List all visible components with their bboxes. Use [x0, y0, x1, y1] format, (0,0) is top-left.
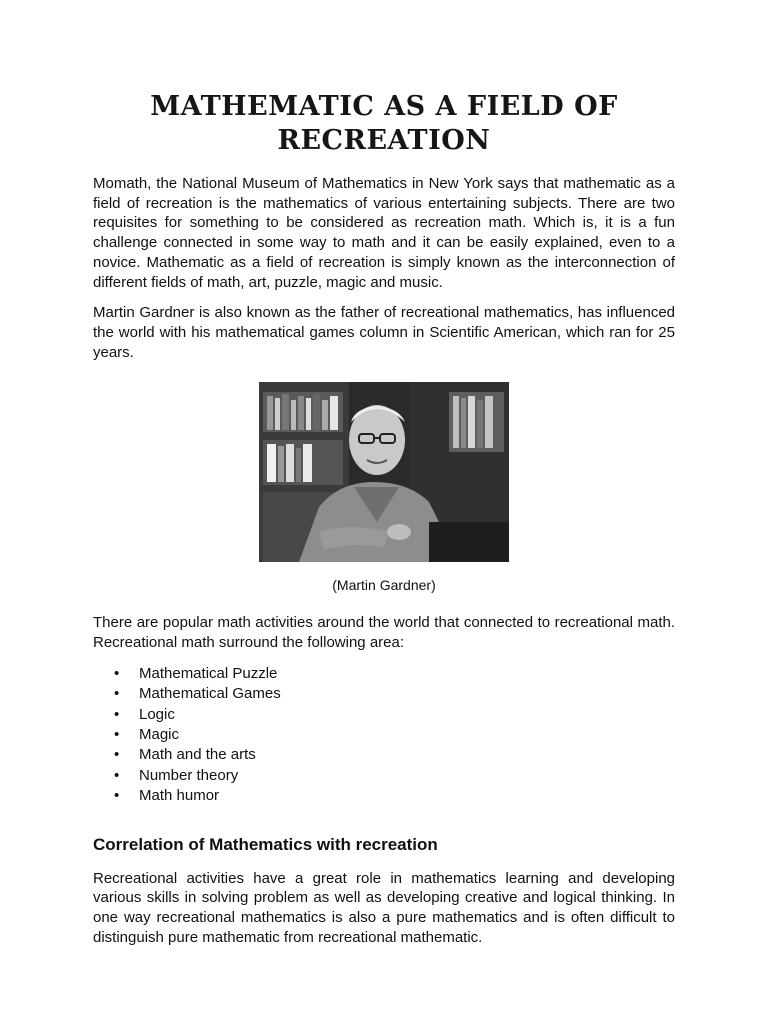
bullet-icon: •	[114, 766, 120, 784]
list-item-label: Magic	[139, 725, 180, 743]
page-title: MATHEMATIC AS A FIELD OF RECREATION	[150, 91, 618, 156]
list-item-label: Mathematical Games	[139, 685, 281, 703]
paragraph-correlation: Recreational activities have a great role in mathematics learning and developing various skills in solving problem as well as developing creative and logical thinking. In one way recreational mathematics is also a pure mathematics and is often difficult to distinguish pure mathematic from recreational mathematic.	[93, 869, 675, 946]
section-heading: Correlation of Mathematics with recreation	[93, 834, 438, 854]
list-item	[93, 705, 675, 725]
figure	[93, 382, 675, 567]
list-item	[93, 725, 675, 745]
bullet-icon: •	[114, 664, 120, 682]
portrait-photo-icon	[259, 382, 509, 562]
list-item-label: Number theory	[139, 766, 239, 784]
figure-caption: (Martin Gardner)	[332, 577, 436, 594]
bullet-icon: •	[114, 725, 120, 743]
list-item	[93, 745, 675, 765]
bullet-icon: •	[114, 705, 120, 723]
list-item	[93, 766, 675, 786]
paragraph-gardner: Martin Gardner is also known as the father of recreational mathematics, has influenced the world with his mathematical games column in Scientific American, which ran for 25 years.	[93, 304, 675, 361]
bullet-icon: •	[114, 746, 120, 764]
list-item	[93, 684, 675, 704]
list-item-label: Mathematical Puzzle	[139, 664, 278, 682]
paragraph-momath: Momath, the National Museum of Mathematics in New York says that mathematic as a field of recreation is the mathematics of various entertaining subjects. There are two requisites for something to be considered as recreation math. Which is, it is a fun challenge connected in some way to math and it can be easily explained, even to a novice. Mathematic as a field of recreation is simply known as the interconnection of different fields of math, art, puzzle, magic and music.	[93, 175, 675, 291]
paragraph-list-intro: There are popular math activities around the world that connected to recreational math. Recreational math surround the following area:	[93, 614, 675, 652]
list-item	[93, 664, 675, 684]
recreational-areas-list	[93, 664, 675, 807]
bullet-icon: •	[114, 685, 120, 703]
list-item-label: Math humor	[139, 787, 220, 805]
list-item	[93, 786, 675, 806]
list-item-label: Math and the arts	[139, 746, 256, 764]
list-item-label: Logic	[139, 705, 175, 723]
document-page	[93, 90, 675, 958]
bullet-icon: •	[114, 787, 120, 805]
